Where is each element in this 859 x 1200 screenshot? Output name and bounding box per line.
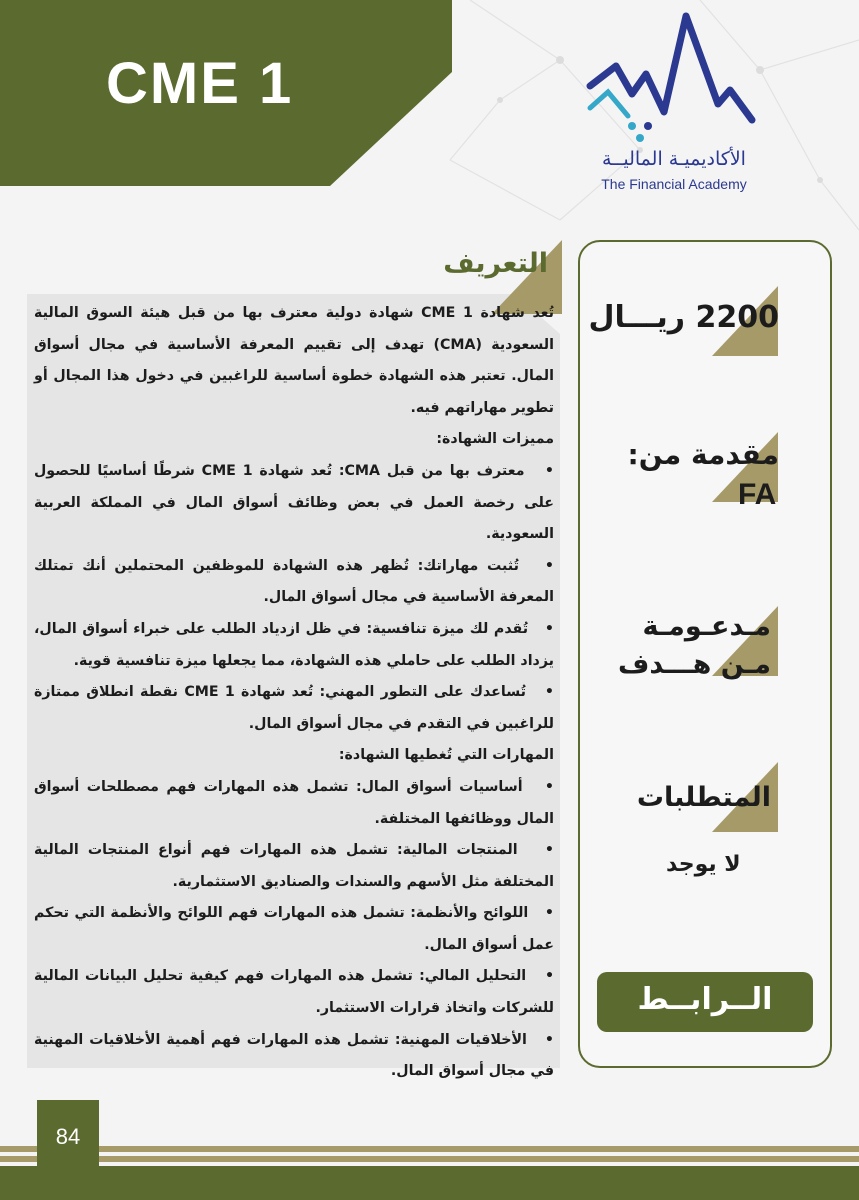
skill-item: • اللوائح والأنظمة: تشمل هذه المهارات فهم اللوائح والأنظمة التي تحكم عمل أسواق المال. xyxy=(34,898,554,961)
page-number-box xyxy=(37,1100,99,1200)
skill-item: • أساسيات أسواق المال: تشمل هذه المهارات فهم مصطلحات أسواق المال ووظائفها المختلفة. xyxy=(34,772,554,835)
logo-arabic-name: الأكاديميـة الماليــة xyxy=(602,148,746,170)
requirements-value: لا يوجد xyxy=(666,852,741,877)
skills-heading: المهارات التي تُغطيها الشهادة: xyxy=(338,747,554,764)
feature-item: • تُقدم لك ميزة تنافسية: في ظل ازدياد الطلب على خبراء أسواق المال، يزداد الطلب على حاملي هذه الشهادة، مما يجعلها ميزة تنافسية قوية. xyxy=(34,614,554,677)
sponsor-line-2: مـن هـــدف xyxy=(617,649,771,680)
logo-english-name: The Financial Academy xyxy=(601,176,747,192)
feature-item: • معترف بها من قبل CMA: تُعد شهادة CME 1 شرطًا أساسيًا للحصول على رخصة العمل في بعض وظائف أسواق المال في المملكة العربية السعودية. xyxy=(34,456,554,551)
skill-item: • الأخلاقيات المهنية: تشمل هذه المهارات فهم أهمية الأخلاقيات المهنية في مجال أسواق المال. xyxy=(34,1025,554,1088)
feature-item: • تُثبت مهاراتك: تُظهر هذه الشهادة للموظفين المحتملين أنك تمتلك المعرفة الأساسية في مجال أسواق المال. xyxy=(34,551,554,614)
sponsor-line-1: مـدعـومـة xyxy=(642,611,771,642)
requirements-label: المتطلبات xyxy=(636,782,771,813)
price-label: 2200 ريـــال xyxy=(588,300,779,335)
footer-stripe xyxy=(0,1146,859,1152)
feature-item: • تُساعدك على التطور المهني: تُعد شهادة CME 1 نقطة انطلاق ممتازة للراغبين في التقدم في مجال أسواق المال. xyxy=(34,677,554,740)
academy-logo xyxy=(584,8,764,198)
definition-heading: التعريف xyxy=(443,248,548,279)
link-button[interactable]: الــرابــط xyxy=(597,972,813,1032)
skill-item: • التحليل المالي: تشمل هذه المهارات فهم كيفية تحليل البيانات المالية للشركات واتخاذ قرارات الاستثمار. xyxy=(34,961,554,1024)
definition-text xyxy=(34,298,554,1088)
page-title: CME 1 xyxy=(106,51,294,116)
footer-stripe xyxy=(0,1156,859,1162)
features-heading: مميزات الشهادة: xyxy=(436,431,554,448)
academy-logo-icon xyxy=(584,8,764,148)
footer-bar xyxy=(0,1166,859,1200)
page-number: 84 xyxy=(55,1124,81,1149)
intro-paragraph: تُعد شهادة CME 1 شهادة دولية معترف بها من قبل هيئة السوق المالية السعودية (CMA) تهدف إلى تقييم المعرفة الأساسية في مجال أسواق المال. تعتبر هذه الشهادة خطوة أساسية للراغبين في دخول هذا المجال أو تطوير مهاراتهم فيه. xyxy=(34,305,554,416)
skill-item: • المنتجات المالية: تشمل هذه المهارات فهم أنواع المنتجات المالية المختلفة مثل الأسهم والسندات والصناديق الاستثمارية. xyxy=(34,835,554,898)
provider-value: FA xyxy=(738,478,777,511)
provider-label: مقدمة من: xyxy=(627,438,779,471)
